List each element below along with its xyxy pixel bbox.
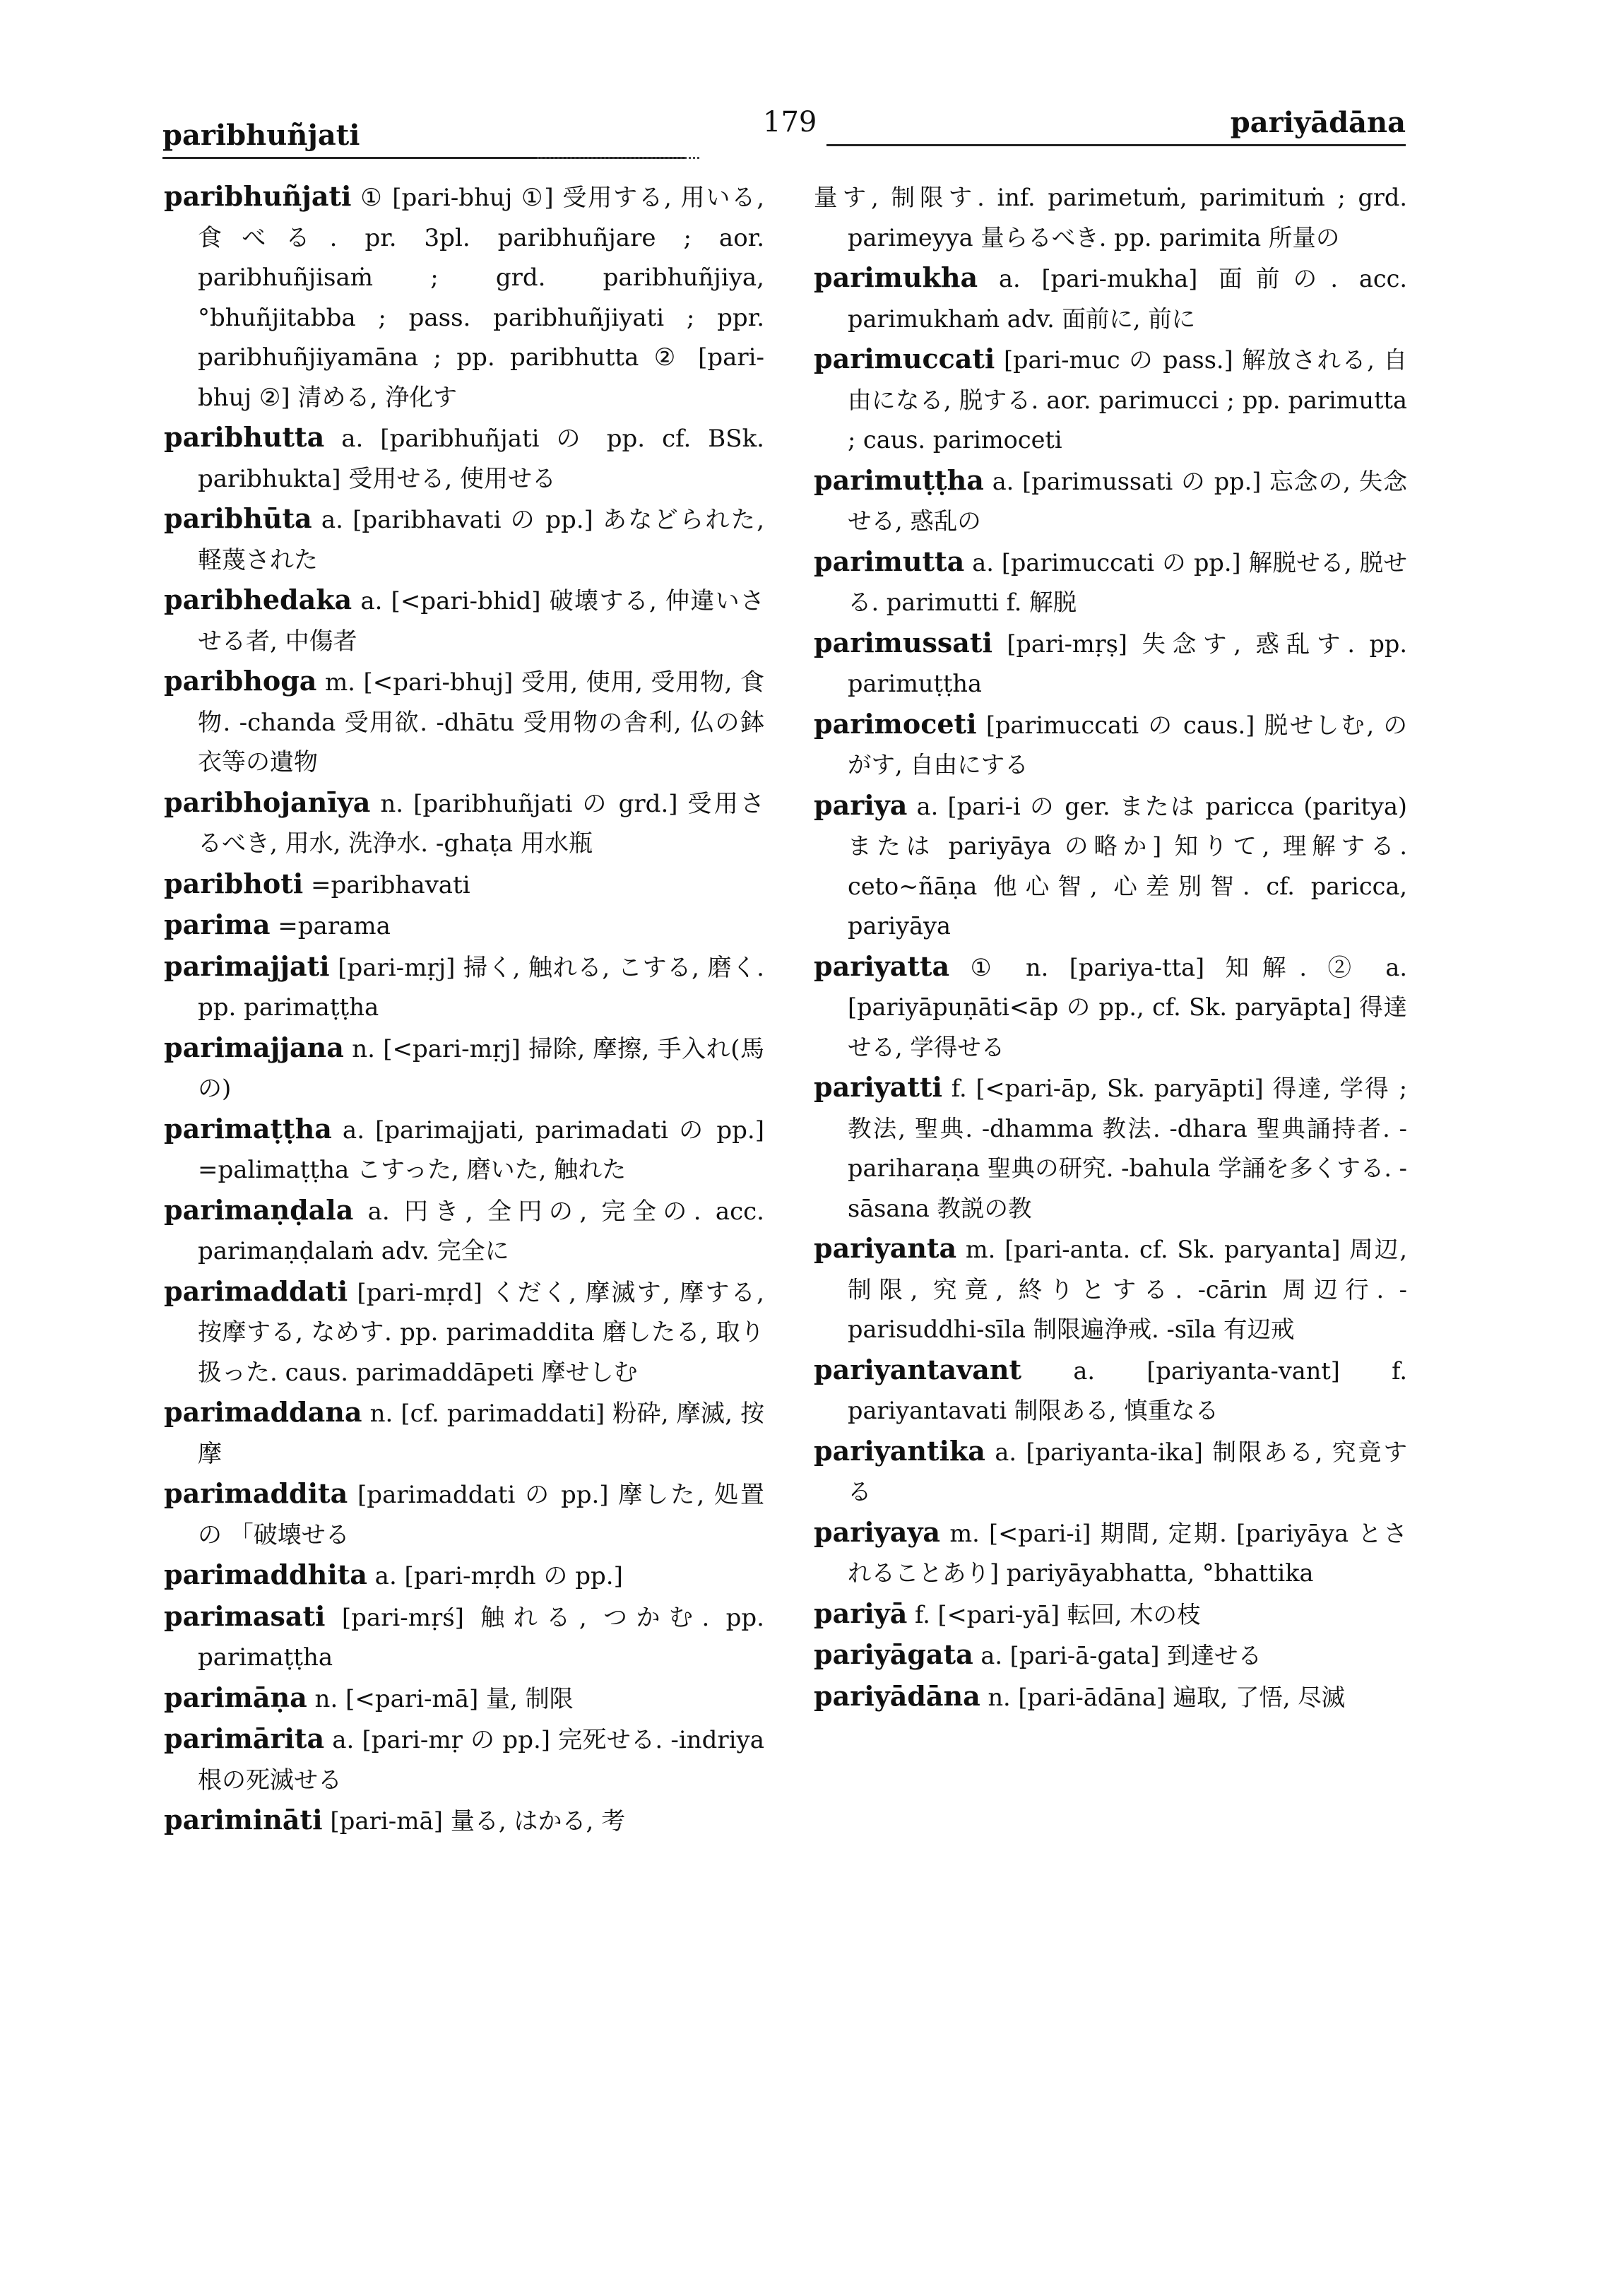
entry-body: m. [pari-anta. cf. Sk. paryanta] 周辺, 制限, 究竟, 終りとする. -cārin 周辺行. -parisuddhi-sīla 制限遍浄戒. -sīla 有辺戒 — [848, 1236, 1407, 1343]
entry — [814, 461, 1407, 542]
entry-headword: parimajjati — [164, 950, 330, 982]
entry-headword: pariyā — [814, 1597, 908, 1629]
entry-body: [pari-mṛj] 掃く, 触れる, こする, 磨く. pp. parimaṭṭha — [198, 953, 764, 1022]
entry — [814, 1594, 1407, 1636]
entry-headword: pariyādāna — [814, 1679, 980, 1712]
entry — [164, 864, 764, 906]
entry-body: 量す, 制限す. inf. parimetuṁ, parimituṁ ; grd. parimeyya 量らるべき. pp. parimita 所量の — [814, 184, 1407, 252]
entry-body: [pari-mṛṣ] 失念す, 惑乱す. pp. parimuṭṭha — [848, 629, 1407, 697]
entry — [814, 704, 1407, 786]
running-head-right: pariyādāna — [1230, 106, 1406, 139]
entry-body: f. [<pari-āp, Sk. paryāpti] 得達, 学得 ; 教法, 聖典. -dhamma 教法. -dhara 聖典誦持者. -pariharaṇa 聖典の研究. -bahula 学誦を多くする. -sāsana 教説の教 — [848, 1075, 1407, 1222]
entry-body: a. [parimuccati の pp.] 解脱せる, 脱せる. parimutti f. 解脱 — [848, 548, 1407, 616]
entry-headword: pariyantavant — [814, 1353, 1022, 1385]
entry-headword: paribhoga — [164, 665, 317, 697]
entry-body: a. [pariyanta-vant] f. pariyantavati 制限ある, 慎重なる — [848, 1356, 1407, 1424]
header-rule-dotted — [537, 157, 699, 159]
entry-body: [pari-mā] 量る, はかる, 考 — [330, 1807, 626, 1835]
entry-headword: parimuṭṭha — [814, 463, 984, 496]
entry — [164, 1678, 764, 1720]
entry-headword: paribhūta — [164, 502, 312, 534]
entry-body: a. [pari-mṛ の pp.] 完死せる. -indriya 根の死滅せる — [198, 1726, 764, 1795]
entry-body: ① [pari-bhuj ①] 受用する, 用いる, 食べる. pr. 3pl. paribhuñjare ; aor. paribhuñjisaṁ ; grd. paribhuñjiya, °bhuñjitabba ; pass. paribhuñjiyati ; ppr. paribhuñjiyamāna ; pp. paribhutta ② [pari-bhuj ②] 清める, 浄化す — [198, 184, 764, 412]
entry — [164, 947, 764, 1028]
entry-headword: parimināti — [164, 1804, 323, 1835]
entry-body: n. [paribhuñjati の grd.] 受用さるべき, 用水, 洗浄水. -ghaṭa 用水瓶 — [198, 789, 764, 858]
entry-headword: parimajjana — [164, 1031, 344, 1063]
entry-headword: parimaṇḍala — [164, 1193, 354, 1226]
entry-headword: pariyanta — [814, 1232, 957, 1264]
entry-headword: parimaddhita — [164, 1559, 367, 1590]
entry — [814, 1229, 1407, 1350]
entry — [164, 1272, 764, 1393]
page-header — [162, 106, 1406, 155]
entry — [814, 1431, 1407, 1513]
entry — [814, 623, 1407, 704]
entry-headword: parimussati — [814, 626, 992, 658]
entry-body: [parimuccati の caus.] 脱せしむ, のがす, 自由にする — [848, 711, 1407, 779]
entry — [164, 1597, 764, 1678]
entry — [164, 177, 764, 418]
entry-body: a. [pari-i の ger. または paricca (paritya) または pariyāya の略か] 知りて, 理解する. ceto~ñāṇa 他心智, 心差別智. cf. paricca, pariyāya — [848, 792, 1407, 940]
entry-headword: paribhoti — [164, 867, 304, 899]
entry-headword: parimaddati — [164, 1275, 348, 1307]
entry — [164, 418, 764, 499]
entry-body: m. [<pari-i] 期間, 定期. [pariyāya とされることあり] pariyāyabhatta, °bhattika — [848, 1519, 1407, 1587]
entry-body: [pari-mṛś] 触れる, つかむ. pp. parimaṭṭha — [198, 1603, 764, 1672]
entry-body: n. [<pari-mā] 量, 制限 — [314, 1684, 574, 1713]
entry-body: a. [parimajjati, parimadati の pp.] =palimaṭṭha こすった, 磨いた, 触れた — [198, 1116, 765, 1184]
entry-headword: parimasati — [164, 1600, 326, 1632]
entry — [814, 1068, 1407, 1229]
entry-body: a. [parimussati の pp.] 忘念の, 失念せる, 惑乱の — [848, 467, 1407, 535]
entry — [164, 1028, 764, 1109]
entry-headword: pariyatta — [814, 950, 950, 982]
right-column — [814, 177, 1407, 1717]
entry — [814, 542, 1407, 623]
entry-body: m. [<pari-bhuj] 受用, 使用, 受用物, 食物. -chanda 受用欲. -dhātu 受用物の舎利, 仏の鉢衣等の遺物 — [198, 668, 764, 776]
entry-body: n. [pari-ādāna] 遍取, 了悟, 尽滅 — [988, 1683, 1346, 1711]
entry-body: [pari-mṛd] くだく, 摩滅す, 摩する, 按摩する, なめす. pp. parimaddita 磨したる, 取り扱った. caus. parimaddāpeti 摩せしむ — [198, 1278, 764, 1387]
entry-headword: parimaṭṭha — [164, 1112, 332, 1145]
entry-headword: paribhojanīya — [164, 786, 371, 818]
entry-body: f. [<pari-yā] 転回, 木の枝 — [915, 1600, 1201, 1628]
page-number: 179 — [763, 106, 817, 138]
entry — [814, 1513, 1407, 1594]
entry — [814, 786, 1407, 947]
entry — [814, 258, 1407, 339]
header-rule-right — [826, 144, 1406, 146]
entry-headword: paribhuñjati — [164, 180, 352, 212]
entry-headword: parimaddana — [164, 1396, 362, 1428]
entry — [164, 1555, 764, 1597]
entry — [814, 339, 1407, 461]
entry-headword: pariyāgata — [814, 1638, 973, 1670]
entry-headword: parimutta — [814, 545, 965, 577]
entry-headword: paribhutta — [164, 421, 325, 453]
entry — [814, 947, 1407, 1068]
running-head-left: paribhuñjati — [162, 119, 360, 152]
entry-continued — [814, 177, 1407, 258]
entry-body: =paribhavati — [311, 870, 470, 899]
entry — [164, 1474, 764, 1555]
entry — [814, 1677, 1407, 1718]
entry-body: a. [pari-mṛdh の pp.] — [374, 1562, 623, 1590]
entry-headword: parimuccati — [814, 343, 995, 374]
entry-headword: pariyaya — [814, 1515, 941, 1548]
entry-body: [parimaddati の pp.] 摩した, 処置の 「破壊せる — [198, 1481, 764, 1549]
entry-body: [pari-muc の pass.] 解放される, 自由になる, 脱する. aor. parimucci ; pp. parimutta ; caus. parimoceti — [848, 346, 1407, 454]
entry-body: ① n. [pariya-tta] 知解. ② a. [pariyāpuṇāti<āp の pp., cf. Sk. paryāpta] 得達せる, 学得せる — [848, 953, 1407, 1061]
entry-headword: parimaddita — [164, 1477, 348, 1509]
entry-body: a. 円き, 全円の, 完全の. acc. parimaṇḍalaṁ adv. 完全に — [198, 1197, 764, 1265]
entry — [814, 1350, 1407, 1431]
entry — [164, 580, 764, 661]
entry — [164, 1109, 764, 1190]
entry-headword: parimāṇa — [164, 1681, 307, 1713]
entry-body: n. [cf. parimaddati] 粉砕, 摩滅, 按摩 — [198, 1400, 765, 1468]
entry-body: a. [pariyanta-ika] 制限ある, 究竟する — [848, 1438, 1408, 1506]
entry-body: a. [pari-mukha] 面前の. acc. parimukhaṁ adv. 面前に, 前に — [848, 265, 1408, 333]
entry-headword: parimukha — [814, 261, 978, 293]
entry — [164, 1190, 764, 1272]
entry-headword: parimārita — [164, 1722, 325, 1754]
left-column — [164, 177, 764, 1842]
entry — [164, 905, 764, 947]
entry-body: a. [paribhuñjati の pp. cf. BSk. paribhukta] 受用せる, 使用せる — [198, 425, 764, 493]
entry — [164, 499, 764, 580]
entry — [814, 1635, 1407, 1677]
entry-body: a. [<pari-bhid] 破壊する, 仲違いさせる者, 中傷者 — [198, 587, 764, 656]
entry-headword: pariyatti — [814, 1071, 942, 1103]
entry — [164, 1393, 764, 1474]
entry-headword: parima — [164, 909, 271, 940]
entry — [164, 661, 764, 783]
entry-body: a. [paribhavati の pp.] あなどられた, 軽蔑された — [198, 506, 765, 574]
entry — [164, 1800, 764, 1842]
entry-headword: parimoceti — [814, 707, 977, 740]
entry-body: =parama — [278, 912, 391, 940]
entry-headword: paribhedaka — [164, 584, 352, 615]
entry-body: n. [<pari-mṛj] 掃除, 摩擦, 手入れ(馬の) — [198, 1034, 764, 1103]
entry — [164, 783, 764, 864]
entry-body: a. [pari-ā-gata] 到達せる — [980, 1642, 1262, 1669]
entry-headword: pariyantika — [814, 1434, 985, 1467]
entry — [164, 1719, 764, 1800]
entry-headword: pariya — [814, 788, 908, 821]
